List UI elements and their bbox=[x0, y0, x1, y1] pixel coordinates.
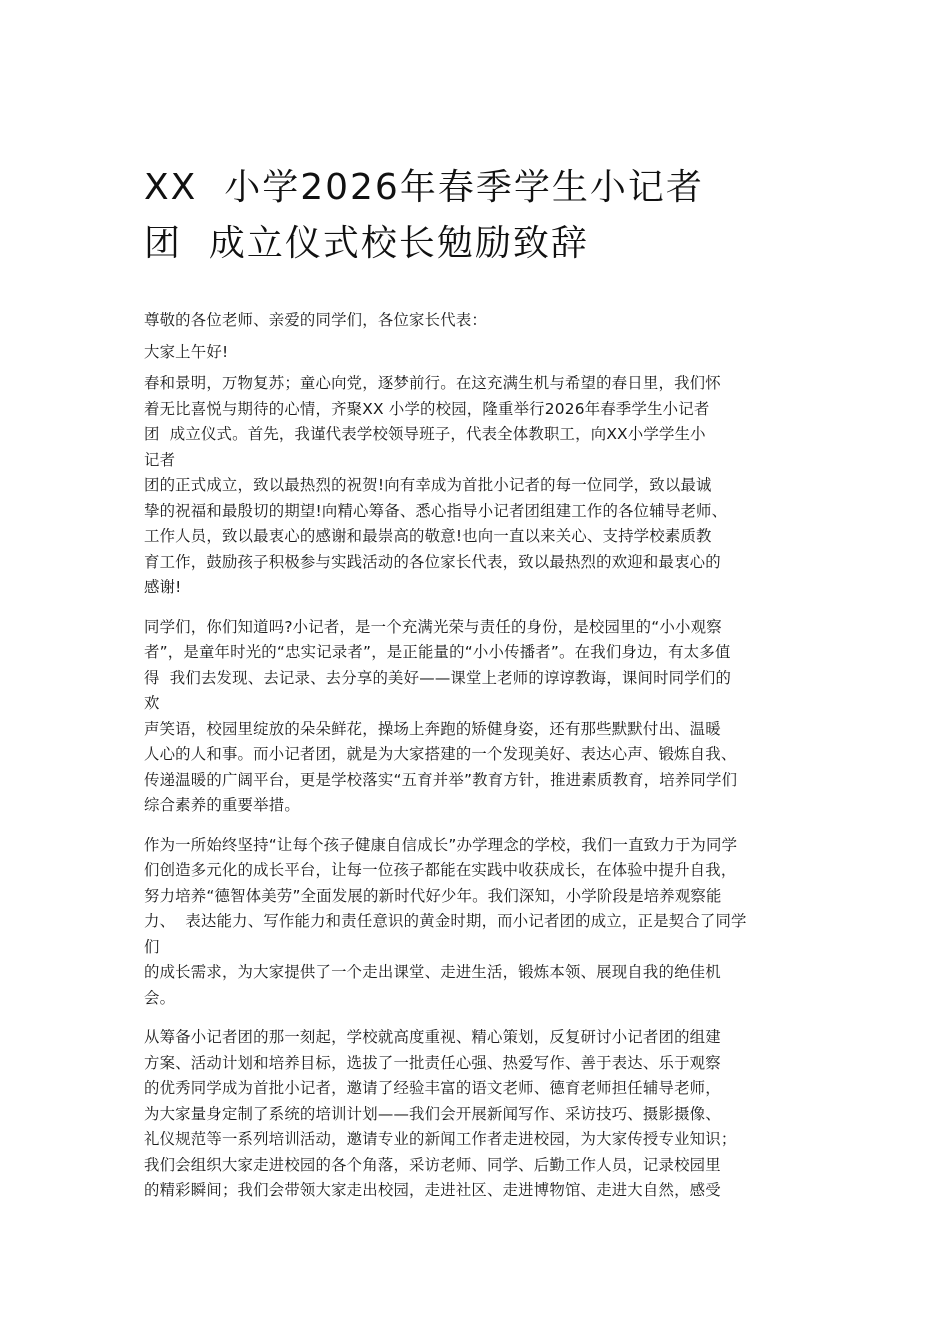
text-line: 者”，是童年时光的“忠实记录者”，是正能量的“小小传播者”。在我们身边，有太多值 bbox=[144, 643, 731, 661]
text-line: 们创造多元化的成长平台，让每一位孩子都能在实践中收获成长，在体验中提升自我， bbox=[144, 861, 737, 879]
document-title bbox=[144, 160, 824, 272]
text-line: 团的正式成立，致以最热烈的祝贺!向有幸成为首批小记者的每一位同学，致以最诚 bbox=[144, 476, 712, 494]
text-line: 会。 bbox=[144, 988, 176, 1007]
text-line: 人心的人和事。而小记者团，就是为大家搭建的一个发现美好、表达心声、锻炼自我、 bbox=[144, 745, 737, 763]
text-line: 方案、活动计划和培养目标，选拔了一批责任心强、热爱写作、善于表达、乐于观察 bbox=[144, 1053, 721, 1072]
text-line: 作为一所始终坚持“让每个孩子健康自信成长”办学理念的学校，我们一直致力于为同学 bbox=[144, 835, 738, 854]
text-line: 的精彩瞬间；我们会带领大家走出校园，走进社区、走进博物馆、走进大自然，感受 bbox=[144, 1181, 721, 1199]
text-line: 育工作，鼓励孩子积极参与实践活动的各位家长代表，致以最热烈的欢迎和最衷心的 bbox=[144, 552, 721, 571]
body-paragraph bbox=[144, 833, 834, 1012]
salutation-paragraph bbox=[144, 308, 834, 334]
text-line: 的成长需求，为大家提供了一个走出课堂、走进生活，锻炼本领、展现自我的绝佳机 bbox=[144, 963, 721, 981]
text-line: 感谢! bbox=[144, 578, 182, 596]
text-line: 大家上午好! bbox=[144, 342, 229, 361]
greeting-paragraph bbox=[144, 340, 834, 366]
text-line: 着无比喜悦与期待的心情，齐聚XX 小学的校园，隆重举行2026年春季学生小记者 bbox=[144, 399, 710, 418]
text-line: 挚的祝福和最殷切的期望!向精心筹备、悉心指导小记者团组建工作的各位辅导老师、 bbox=[144, 501, 728, 520]
text-line: 得 我们去发现、去记录、去分享的美好——课堂上老师的谆谆教诲，课间时同学们的 bbox=[144, 668, 732, 687]
text-line: 春和景明，万物复苏；童心向党，逐梦前行。在这充满生机与希望的春日里，我们怀 bbox=[144, 374, 721, 392]
text-line: 我们会组织大家走进校园的各个角落，采访老师、同学、后勤工作人员，记录校园里 bbox=[144, 1155, 721, 1174]
text-line: 声笑语，校园里绽放的朵朵鲜花，操场上奔跑的矫健身姿，还有那些默默付出、温暖 bbox=[144, 719, 721, 738]
text-line: 工作人员，致以最衷心的感谢和最崇高的敬意!也向一直以来关心、支持学校素质教 bbox=[144, 527, 712, 545]
text-line: 努力培养“德智体美劳”全面发展的新时代好少年。我们深知，小学阶段是培养观察能 bbox=[144, 886, 722, 905]
text-line: 礼仪规范等一系列培训活动，邀请专业的新闻工作者走进校园，为大家传授专业知识； bbox=[144, 1130, 737, 1148]
title-line: XX 小学2026年春季学生小记者 bbox=[144, 167, 704, 208]
text-line: 力、 表达能力、写作能力和责任意识的黄金时期，而小记者团的成立，正是契合了同学 bbox=[144, 912, 747, 930]
body-paragraph bbox=[144, 615, 834, 819]
document-body bbox=[144, 308, 834, 1204]
text-line: 传递温暖的广阔平台，更是学校落实“五育并举”教育方针，推进素质教育，培养同学们 bbox=[144, 770, 738, 789]
text-line: 们 bbox=[144, 937, 160, 956]
text-line: 从筹备小记者团的那一刻起，学校就高度重视、精心策划，反复研讨小记者团的组建 bbox=[144, 1028, 721, 1046]
body-paragraph bbox=[144, 371, 834, 601]
text-line: 的优秀同学成为首批小记者，邀请了经验丰富的语文老师、德育老师担任辅导老师， bbox=[144, 1079, 721, 1097]
text-line: 同学们，你们知道吗?小记者，是一个充满光荣与责任的身份，是校园里的“小小观察 bbox=[144, 617, 722, 636]
text-line: 欢 bbox=[144, 694, 160, 712]
text-line: 尊敬的各位老师、亲爱的同学们，各位家长代表： bbox=[144, 311, 487, 329]
text-line: 团 成立仪式。首先，我谨代表学校领导班子，代表全体教职工，向XX小学学生小 bbox=[144, 425, 706, 443]
title-line: 团 成立仪式校长勉励致辞 bbox=[144, 223, 589, 264]
text-line: 记者 bbox=[144, 450, 176, 469]
text-line: 为大家量身定制了系统的培训计划——我们会开展新闻写作、采访技巧、摄影摄像、 bbox=[144, 1104, 721, 1123]
body-paragraph bbox=[144, 1025, 834, 1204]
text-line: 综合素养的重要举措。 bbox=[144, 796, 300, 814]
